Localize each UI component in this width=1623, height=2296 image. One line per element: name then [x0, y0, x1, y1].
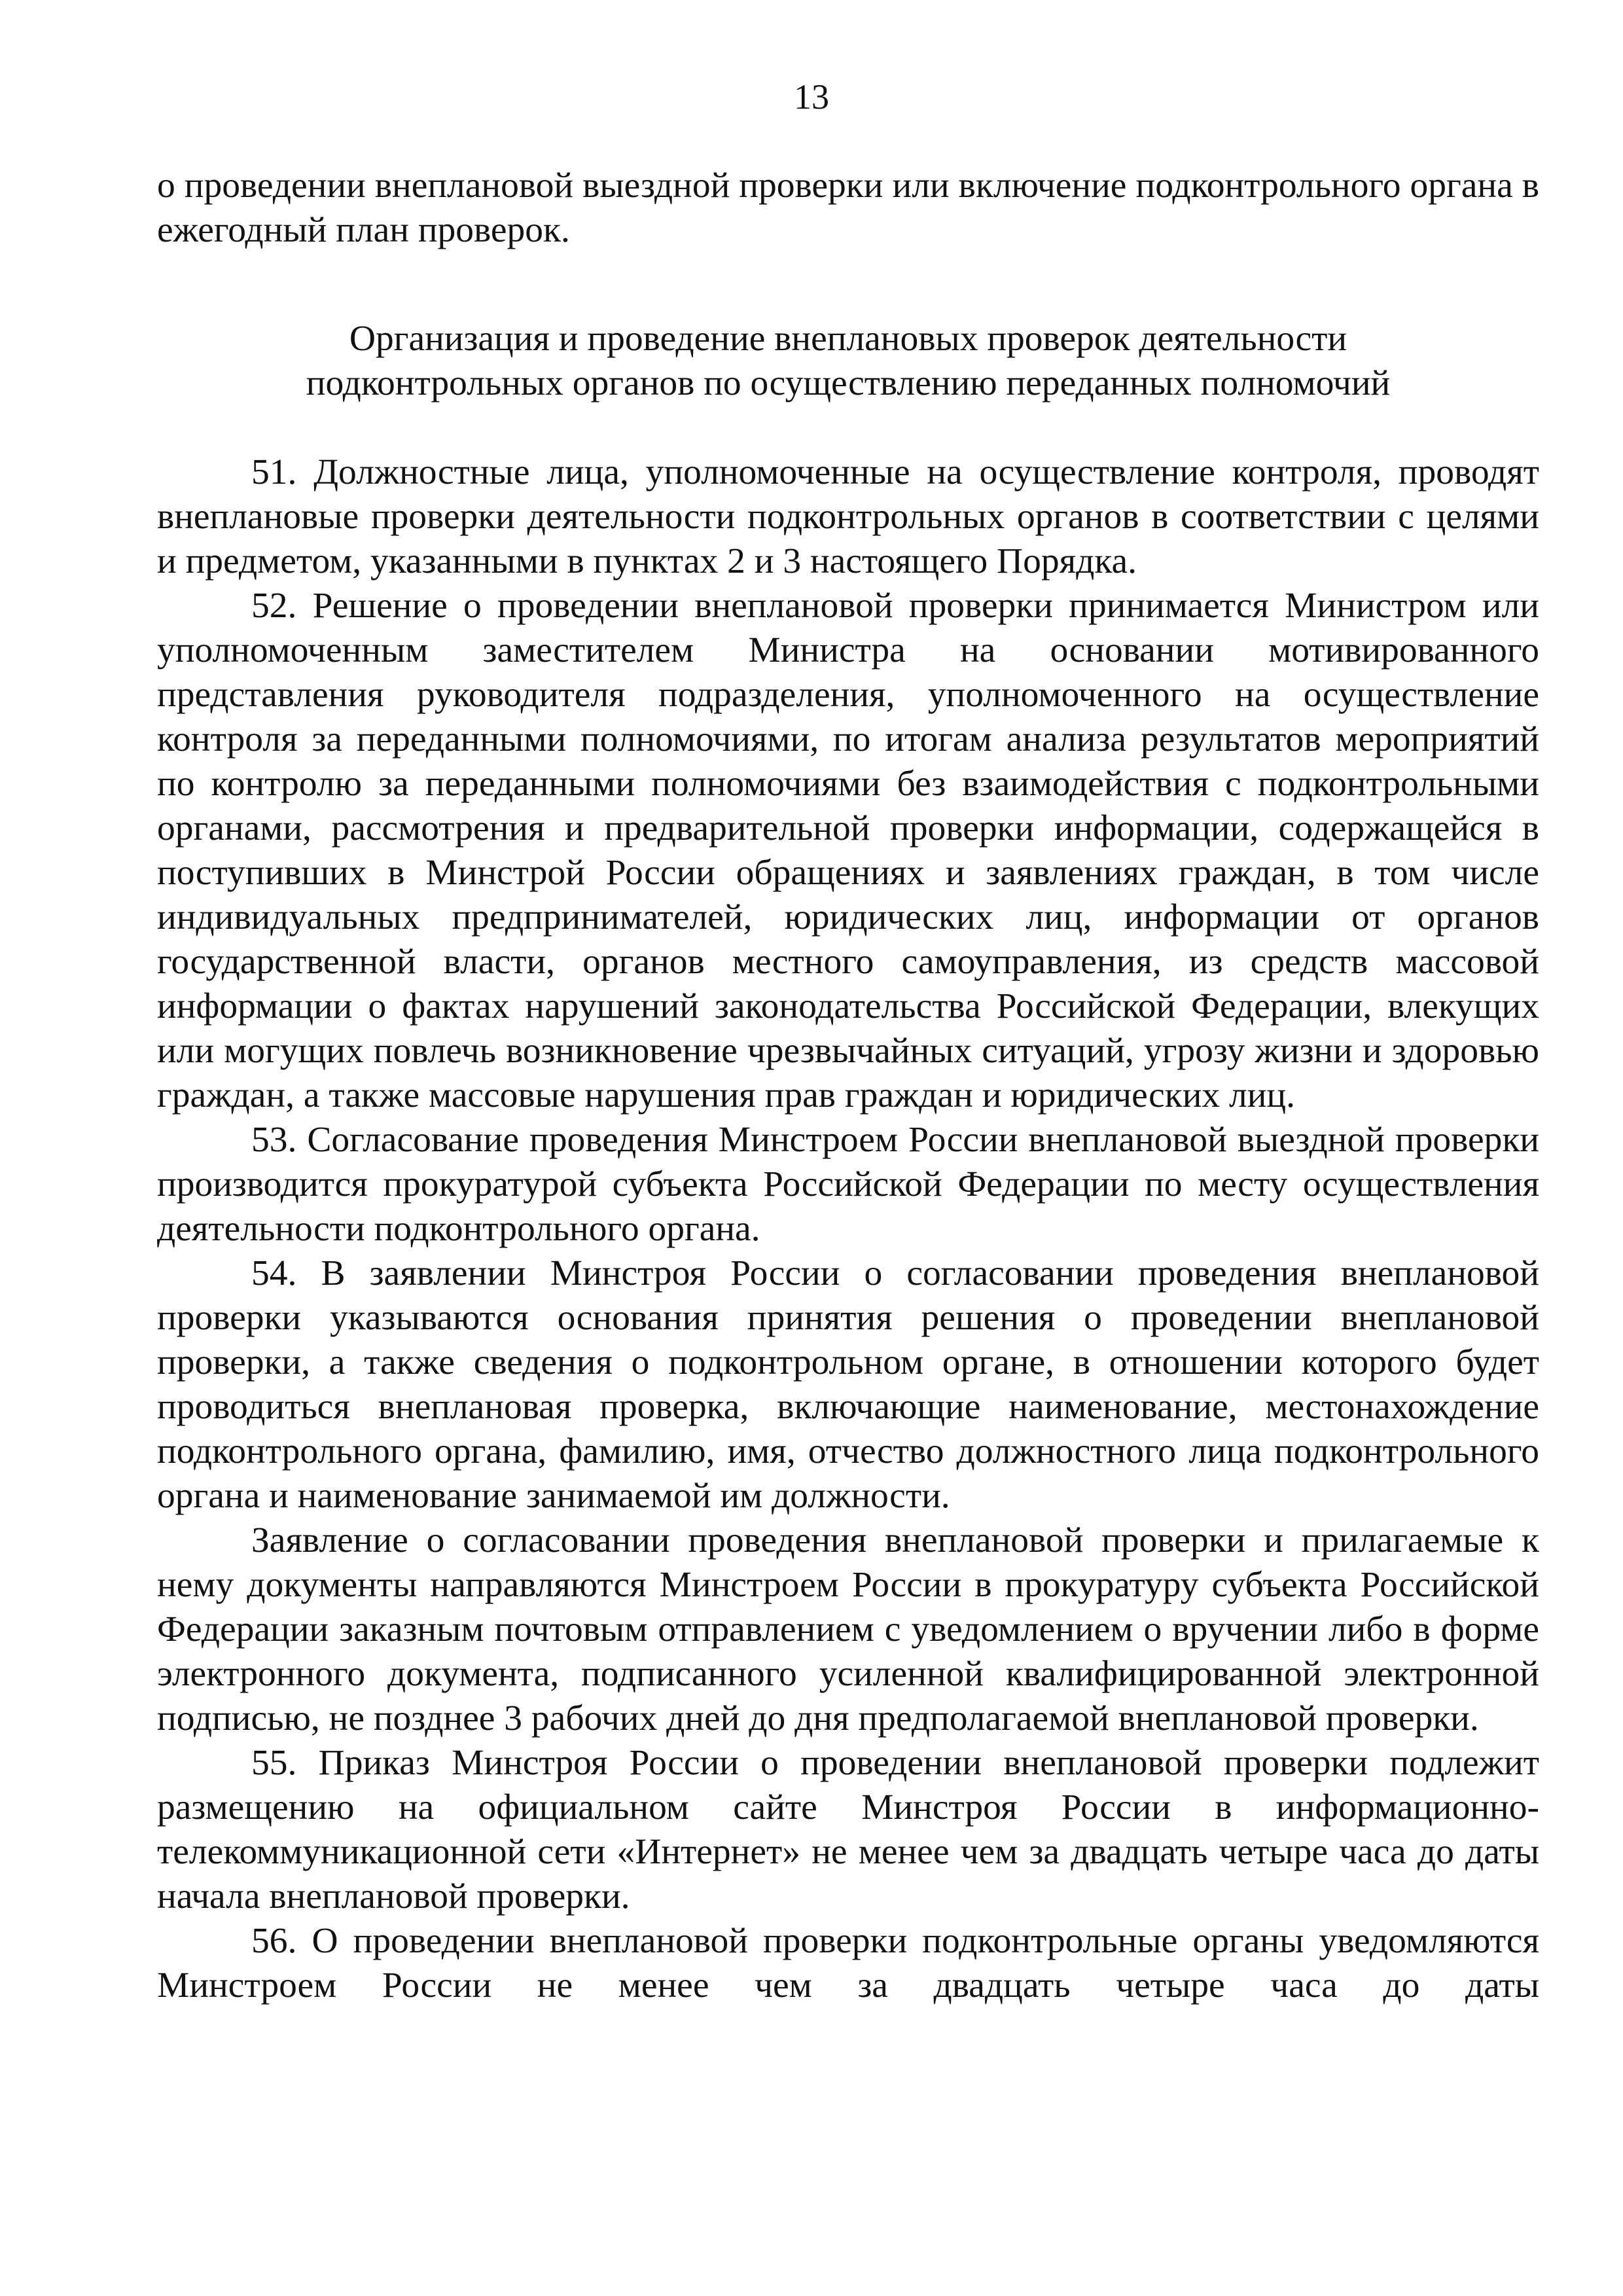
paragraph-54: 54. В заявлении Минстроя России о согласовании проведения внеплановой проверки указываются основания принятия решения о проведении внеплановой проверки, а также сведения о подконтрольном органе, в отношении которого будет проводиться внеплановая проверка, включающие наименование, местонахождение подконтрольного органа, фамилию, имя, отчество должностного лица подконтрольного органа и наименование занимаемой им должности.: [157, 1253, 1539, 1516]
intro-paragraph: о проведении внеплановой выездной проверки или включение подконтрольного органа в ежегодный план проверок.: [157, 166, 1539, 250]
section-heading: [157, 317, 1539, 406]
section-heading-line-1: Организация и проведение внеплановых проверок деятельности: [349, 319, 1347, 359]
paragraph-56: 56. О проведении внеплановой проверки подконтрольные органы уведомляются Минстроем России не менее чем за двадцать четыре часа до даты: [157, 1921, 1539, 2005]
paragraph-application: Заявление о согласовании проведения внеплановой проверки и прилагаемые к нему документы направляются Минстроем России в прокуратуру субъекта Российской Федерации заказным почтовым отправлением с уведомлением о вручении либо в форме электронного документа, подписанного усиленной квалифицированной электронной подписью, не позднее 3 рабочих дней до дня предполагаемой внеплановой проверки.: [157, 1520, 1539, 1738]
document-body: [157, 164, 1539, 2008]
paragraph-55: 55. Приказ Минстроя России о проведении внеплановой проверки подлежит размещению на официальном сайте Минстроя России в информационно-телекоммуникационной сети «Интернет» не менее чем за двадцать четыре часа до даты начала внеплановой проверки.: [157, 1743, 1539, 1916]
paragraph-52: 52. Решение о проведении внеплановой проверки принимается Министром или уполномоченным заместителем Министра на основании мотивированного представления руководителя подразделения, уполномоченного на осуществление контроля за переданными полномочиями, по итогам анализа результатов мероприятий по контролю за переданными полномочиями без взаимодействия с подконтрольными органами, рассмотрения и предварительной проверки информации, содержащейся в поступивших в Минстрой России обращениях и заявлениях граждан, в том числе индивидуальных предпринимателей, юридических лиц, информации от органов государственной власти, органов местного самоуправления, из средств массовой информации о фактах нарушений законодательства Российской Федерации, влекущих или могущих повлечь возникновение чрезвычайных ситуаций, угрозу жизни и здоровью граждан, а также массовые нарушения прав граждан и юридических лиц.: [157, 586, 1539, 1115]
paragraph-53: 53. Согласование проведения Минстроем России внеплановой выездной проверки производится прокуратурой субъекта Российской Федерации по месту осуществления деятельности подконтрольного органа.: [157, 1120, 1539, 1249]
page-number: 13: [794, 77, 829, 117]
paragraph-51: 51. Должностные лица, уполномоченные на осуществление контроля, проводят внеплановые проверки деятельности подконтрольных органов в соответствии с целями и предметом, указанными в пунктах 2 и 3 настоящего Порядка.: [157, 452, 1539, 581]
section-heading-line-2: подконтрольных органов по осуществлению переданных полномочий: [306, 363, 1391, 403]
